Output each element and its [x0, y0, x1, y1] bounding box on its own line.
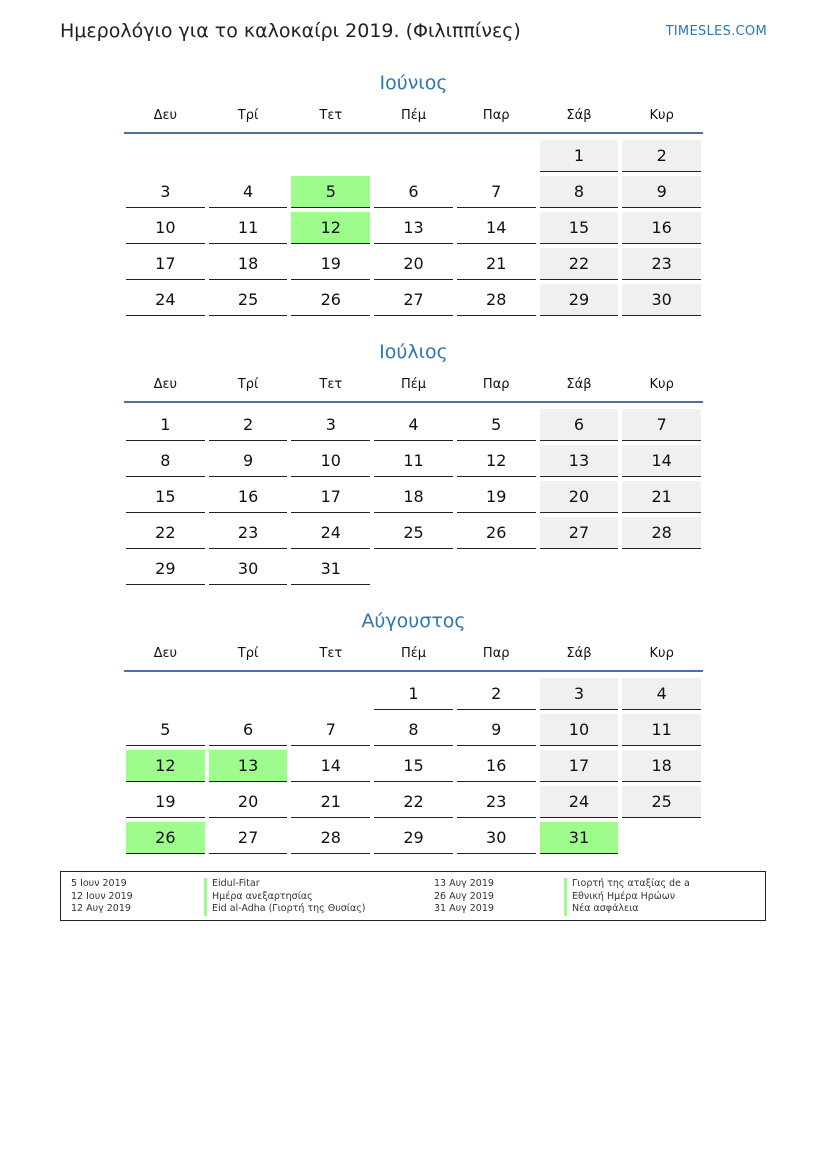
week-row: [124, 443, 703, 479]
day-cell[interactable]: 9: [622, 176, 701, 208]
weekday-label: Πέμ: [400, 646, 427, 661]
day-cell[interactable]: 25: [374, 517, 453, 549]
day-cell[interactable]: 4: [209, 176, 288, 208]
legend-date: 12 Ιουν 2019: [71, 890, 133, 902]
day-cell[interactable]: 23: [457, 786, 536, 818]
day-cell[interactable]: 7: [457, 176, 536, 208]
weekday-label: Τρί: [237, 646, 259, 661]
day-cell[interactable]: 22: [374, 786, 453, 818]
week-row: [124, 246, 703, 282]
day-cell[interactable]: 17: [540, 750, 619, 782]
day-cell[interactable]: 28: [291, 822, 370, 854]
day-cell[interactable]: 28: [622, 517, 701, 549]
day-cell[interactable]: 24: [291, 517, 370, 549]
day-cell[interactable]: 30: [622, 284, 701, 316]
day-cell[interactable]: 8: [374, 714, 453, 746]
day-cell[interactable]: 18: [209, 248, 288, 280]
day-cell[interactable]: 16: [457, 750, 536, 782]
day-cell[interactable]: 11: [622, 714, 701, 746]
day-cell[interactable]: 20: [540, 481, 619, 513]
day-cell[interactable]: 3: [291, 409, 370, 441]
week-row: [124, 407, 703, 443]
legend-holiday-name: Γιορτή της αταξίας de a: [564, 878, 690, 891]
day-cell[interactable]: 25: [209, 284, 288, 316]
day-cell[interactable]: 20: [209, 786, 288, 818]
day-cell[interactable]: 1: [374, 678, 453, 710]
day-cell[interactable]: 1: [126, 409, 205, 441]
holiday-day-cell[interactable]: 5: [291, 176, 370, 208]
day-cell[interactable]: 22: [540, 248, 619, 280]
holiday-legend: [60, 871, 766, 921]
weekday-label: Τετ: [319, 646, 343, 661]
holiday-day-cell[interactable]: 12: [291, 212, 370, 244]
day-cell[interactable]: 17: [291, 481, 370, 513]
weekday-label: Παρ: [482, 646, 510, 661]
day-cell[interactable]: 17: [126, 248, 205, 280]
legend-dates-right: [434, 878, 494, 916]
legend-holiday-name: Εθνική Ημέρα Ηρώων: [564, 891, 690, 904]
legend-names-right: [564, 878, 690, 916]
brand-link[interactable]: TIMESLES.COM: [665, 24, 767, 39]
weekday-header: [124, 375, 703, 403]
empty-day-cell: [374, 553, 453, 585]
week-row: [124, 210, 703, 246]
weekday-label: Πέμ: [400, 377, 427, 392]
day-cell[interactable]: 1: [540, 140, 619, 172]
week-row: [124, 820, 703, 856]
day-cell[interactable]: 3: [540, 678, 619, 710]
day-cell[interactable]: 18: [622, 750, 701, 782]
day-cell[interactable]: 27: [374, 284, 453, 316]
holiday-day-cell[interactable]: 13: [209, 750, 288, 782]
legend-date: 31 Αυγ 2019: [434, 903, 494, 914]
day-cell[interactable]: 24: [126, 284, 205, 316]
day-cell[interactable]: 27: [540, 517, 619, 549]
day-cell[interactable]: 14: [457, 212, 536, 244]
empty-day-cell: [126, 140, 205, 172]
weekday-label: Τετ: [319, 108, 343, 123]
day-cell[interactable]: 16: [622, 212, 701, 244]
day-cell[interactable]: 23: [209, 517, 288, 549]
weekday-label: Δευ: [153, 646, 178, 661]
day-cell[interactable]: 13: [374, 212, 453, 244]
legend-dates-left: [71, 878, 133, 916]
weekday-label: Σάβ: [566, 646, 592, 661]
day-cell[interactable]: 6: [209, 714, 288, 746]
day-cell[interactable]: 21: [291, 786, 370, 818]
day-cell[interactable]: 23: [622, 248, 701, 280]
legend-holiday-name: Ημέρα ανεξαρτησίας: [204, 891, 366, 904]
weekday-label: Παρ: [482, 377, 510, 392]
day-cell[interactable]: 26: [457, 517, 536, 549]
day-cell[interactable]: 5: [457, 409, 536, 441]
weekday-label: Τρί: [237, 377, 259, 392]
legend-holiday-name: Eid al-Adha (Γιορτή της Θυσίας): [204, 903, 366, 916]
day-cell[interactable]: 29: [126, 553, 205, 585]
day-cell[interactable]: 2: [457, 678, 536, 710]
weekday-label: Πέμ: [400, 108, 427, 123]
empty-day-cell: [209, 678, 288, 710]
day-cell[interactable]: 22: [126, 517, 205, 549]
day-cell[interactable]: 19: [457, 481, 536, 513]
week-row: [124, 515, 703, 551]
weekday-header: [124, 644, 703, 672]
legend-date: 13 Αυγ 2019: [434, 878, 494, 889]
month-calendar: [124, 70, 703, 318]
day-cell[interactable]: 28: [457, 284, 536, 316]
day-cell[interactable]: 10: [540, 714, 619, 746]
empty-day-cell: [540, 553, 619, 585]
day-cell[interactable]: 8: [540, 176, 619, 208]
day-cell[interactable]: 16: [209, 481, 288, 513]
day-cell[interactable]: 9: [209, 445, 288, 477]
empty-day-cell: [126, 678, 205, 710]
weekday-label: Παρ: [482, 108, 510, 123]
week-row: [124, 551, 703, 587]
legend-date: 12 Αυγ 2019: [71, 903, 131, 914]
month-title: Ιούλιος: [379, 341, 448, 363]
weekday-label: Κυρ: [649, 108, 674, 123]
day-cell[interactable]: 3: [126, 176, 205, 208]
week-row: [124, 138, 703, 174]
day-cell[interactable]: 14: [291, 750, 370, 782]
week-row: [124, 174, 703, 210]
day-cell[interactable]: 26: [291, 284, 370, 316]
day-cell[interactable]: 8: [126, 445, 205, 477]
empty-day-cell: [291, 678, 370, 710]
day-cell[interactable]: 5: [126, 714, 205, 746]
day-cell[interactable]: 10: [126, 212, 205, 244]
weekday-label: Τρί: [237, 108, 259, 123]
day-cell[interactable]: 14: [622, 445, 701, 477]
day-cell[interactable]: 30: [457, 822, 536, 854]
day-cell[interactable]: 9: [457, 714, 536, 746]
page-title: Ημερολόγιο για το καλοκαίρι 2019. (Φιλιππίνες): [60, 20, 521, 42]
day-cell[interactable]: 21: [622, 481, 701, 513]
week-row: [124, 784, 703, 820]
holiday-day-cell[interactable]: 12: [126, 750, 205, 782]
weekday-label: Τετ: [319, 377, 343, 392]
day-cell[interactable]: 31: [291, 553, 370, 585]
legend-date: 26 Αυγ 2019: [434, 890, 494, 902]
legend-names-left: [204, 878, 366, 916]
empty-day-cell: [457, 140, 536, 172]
day-cell[interactable]: 4: [374, 409, 453, 441]
day-cell[interactable]: 24: [540, 786, 619, 818]
weekday-label: Σάβ: [566, 108, 592, 123]
weekday-label: Κυρ: [649, 646, 674, 661]
day-cell[interactable]: 27: [209, 822, 288, 854]
month-title: Ιούνιος: [379, 72, 448, 94]
day-cell[interactable]: 19: [126, 786, 205, 818]
day-cell[interactable]: 12: [457, 445, 536, 477]
weekday-label: Κυρ: [649, 377, 674, 392]
empty-day-cell: [209, 140, 288, 172]
day-cell[interactable]: 6: [540, 409, 619, 441]
day-cell[interactable]: 18: [374, 481, 453, 513]
day-cell[interactable]: 25: [622, 786, 701, 818]
day-cell[interactable]: 4: [622, 678, 701, 710]
day-cell[interactable]: 7: [291, 714, 370, 746]
day-cell[interactable]: 11: [209, 212, 288, 244]
day-cell[interactable]: 6: [374, 176, 453, 208]
day-cell[interactable]: 7: [622, 409, 701, 441]
week-row: [124, 479, 703, 515]
week-row: [124, 748, 703, 784]
day-cell[interactable]: 30: [209, 553, 288, 585]
weekday-label: Δευ: [153, 377, 178, 392]
empty-day-cell: [622, 553, 701, 585]
day-cell[interactable]: 19: [291, 248, 370, 280]
week-row: [124, 712, 703, 748]
day-cell[interactable]: 15: [126, 481, 205, 513]
day-cell[interactable]: 20: [374, 248, 453, 280]
weekday-label: Δευ: [153, 108, 178, 123]
empty-day-cell: [374, 140, 453, 172]
day-cell[interactable]: 13: [540, 445, 619, 477]
empty-day-cell: [291, 140, 370, 172]
week-row: [124, 676, 703, 712]
day-cell[interactable]: 10: [291, 445, 370, 477]
empty-day-cell: [622, 822, 701, 854]
legend-date: 5 Ιουν 2019: [71, 878, 127, 889]
day-cell[interactable]: 2: [209, 409, 288, 441]
day-cell[interactable]: 15: [540, 212, 619, 244]
day-cell[interactable]: 21: [457, 248, 536, 280]
weekday-label: Σάβ: [566, 377, 592, 392]
month-calendar: [124, 339, 703, 587]
holiday-day-cell[interactable]: 26: [126, 822, 205, 854]
day-cell[interactable]: 29: [374, 822, 453, 854]
empty-day-cell: [457, 553, 536, 585]
month-calendar: [124, 608, 703, 856]
month-title: Αύγουστος: [361, 610, 466, 632]
day-cell[interactable]: 29: [540, 284, 619, 316]
day-cell[interactable]: 15: [374, 750, 453, 782]
day-cell[interactable]: 11: [374, 445, 453, 477]
week-row: [124, 282, 703, 318]
holiday-day-cell[interactable]: 31: [540, 822, 619, 854]
legend-holiday-name: Νέα ασφάλεια: [564, 903, 690, 916]
weekday-header: [124, 106, 703, 134]
legend-holiday-name: Eidul-Fitar: [204, 878, 366, 891]
day-cell[interactable]: 2: [622, 140, 701, 172]
